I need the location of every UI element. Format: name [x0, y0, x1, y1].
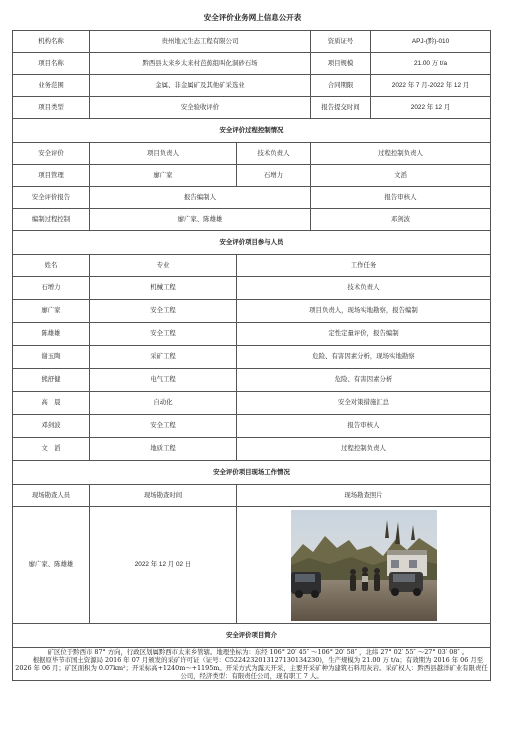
staff-row	[13, 369, 491, 392]
control-row-2	[13, 165, 491, 187]
type-row	[13, 97, 491, 119]
intro-row	[13, 648, 491, 681]
scope-value: 金属、非金属矿及其他矿采选业	[90, 75, 311, 97]
contract-value: 2022 年 7 月-2022 年 12 月	[371, 75, 491, 97]
control-row-1	[13, 143, 491, 165]
staff-major: 安全工程	[90, 415, 237, 438]
scope-label: 业务范围	[13, 75, 90, 97]
site-photo-cell	[237, 507, 491, 624]
col-major: 专业	[90, 255, 237, 277]
site-header-row	[13, 485, 491, 507]
pm-value: 廖广家	[90, 165, 237, 187]
type-label: 项目类型	[13, 97, 90, 119]
document-title: 安全评价业务网上信息公开表	[203, 13, 302, 22]
site-section-row	[13, 461, 491, 485]
contract-label: 合同期限	[311, 75, 371, 97]
staff-name: 熊舒健	[13, 369, 90, 392]
site-photo-illustration	[291, 510, 437, 621]
mgmt-label: 项目管理	[13, 165, 90, 187]
staff-major: 电气工程	[90, 369, 237, 392]
tech-value: 石增力	[237, 165, 311, 187]
intro-text	[13, 648, 491, 681]
proc-label: 过程控制负责人	[311, 143, 491, 165]
staff-section-title: 安全评价项目参与人员	[13, 231, 491, 255]
staff-major: 安全工程	[90, 300, 237, 323]
site-time-value: 2022 年 12 月 02 日	[90, 507, 237, 624]
site-row	[13, 507, 491, 624]
intro-section-title: 安全评价项目简介	[13, 624, 491, 648]
staff-task: 安全对策措施汇总	[237, 392, 491, 415]
staff-row	[13, 300, 491, 323]
tech-label: 技术负责人	[237, 143, 311, 165]
cert-label: 资质证号	[311, 31, 371, 53]
staff-task: 项目负责人，现场实地勘察，报告编制	[237, 300, 491, 323]
col-site-time: 现场勘查时间	[90, 485, 237, 507]
pm-label: 项目负责人	[90, 143, 237, 165]
review-label: 报告审核人	[311, 187, 491, 209]
project-label: 项目名称	[13, 53, 90, 75]
staff-task: 危险、有害因素分析，现场实地勘察	[237, 346, 491, 369]
col-site-photo: 现场勘查照片	[237, 485, 491, 507]
staff-row	[13, 415, 491, 438]
staff-major: 安全工程	[90, 323, 237, 346]
submit-label: 报告提交时间	[311, 97, 371, 119]
col-site-staff: 现场勘查人员	[13, 485, 90, 507]
staff-task: 技术负责人	[237, 277, 491, 300]
staff-major: 采矿工程	[90, 346, 237, 369]
staff-section-row	[13, 231, 491, 255]
staff-row	[13, 323, 491, 346]
staff-name: 文 滔	[13, 438, 90, 461]
author-value: 廖广家、陈雄雄	[90, 209, 311, 231]
col-name: 姓名	[13, 255, 90, 277]
control-section-title: 安全评价过程控制情况	[13, 119, 491, 143]
cert-value: APJ-(黔)-010	[371, 31, 491, 53]
staff-name: 高 晨	[13, 392, 90, 415]
staff-task: 危险、有害因素分析	[237, 369, 491, 392]
staff-row	[13, 392, 491, 415]
staff-task: 过程控制负责人	[237, 438, 491, 461]
review-value: 邓剑波	[311, 209, 491, 231]
project-row	[13, 53, 491, 75]
site-survey-photo	[291, 510, 437, 621]
author-label: 报告编制人	[90, 187, 311, 209]
site-staff-value: 廖广家、陈雄雄	[13, 507, 90, 624]
staff-row	[13, 438, 491, 461]
staff-task: 定性定量评价，报告编制	[237, 323, 491, 346]
control-row-3	[13, 187, 491, 209]
staff-major: 机械工程	[90, 277, 237, 300]
staff-name: 谢玉陶	[13, 346, 90, 369]
control-row-4	[13, 209, 491, 231]
intro-paragraph-1: 矿区位于黔西市 87° 方向，行政区划属黔西市太来乡管辖。地理坐标为：东经 106° 20′ 45″ ～106° 20′ 58″ ，北纬 27° 02′ 55″ ～27° 03′ 08″ 。	[47, 648, 469, 656]
org-value: 贵州地元生态工程有限公司	[90, 31, 311, 53]
staff-major: 自动化	[90, 392, 237, 415]
disclosure-table	[12, 30, 491, 681]
org-row	[13, 31, 491, 53]
staff-task: 报告审核人	[237, 415, 491, 438]
staff-name: 陈雄雄	[13, 323, 90, 346]
proc-value: 文滔	[311, 165, 491, 187]
control-section-row	[13, 119, 491, 143]
staff-name: 邓剑波	[13, 415, 90, 438]
staff-name: 石增力	[13, 277, 90, 300]
staff-header-row	[13, 255, 491, 277]
project-value: 黔西县太来乡太来村芭蕉组叫化洞砂石场	[90, 53, 311, 75]
intro-section-row	[13, 624, 491, 648]
staff-row	[13, 277, 491, 300]
report-label: 安全评价报告	[13, 187, 90, 209]
org-label: 机构名称	[13, 31, 90, 53]
site-section-title: 安全评价项目现场工作情况	[13, 461, 491, 485]
col-task: 工作任务	[237, 255, 491, 277]
type-value: 安全验收评价	[90, 97, 311, 119]
intro-paragraph-2: 根据原毕节市国土资源局 2016 年 07 月颁发的采矿许可证（证号：C5224232013127130134230)，生产规模为 21.00 万 t/a；有效期为 2016 年 06 月至 2026 年 06 月；矿区面积为 0.07km²；开采标高+1240m～+1195m。开采方式为露天开采，主要开采矿种为建筑石料用灰岩。采矿权人：黔西县越洋矿业有限责任公司，经济类型：有限责任公司，现有职工 7 人。	[15, 656, 488, 680]
scale-label: 项目规模	[311, 53, 371, 75]
scope-row	[13, 75, 491, 97]
staff-row	[13, 346, 491, 369]
staff-name: 廖广家	[13, 300, 90, 323]
staff-major: 地质工程	[90, 438, 237, 461]
scale-value: 21.00 万 t/a	[371, 53, 491, 75]
submit-value: 2022 年 12 月	[371, 97, 491, 119]
eval-label: 安全评价	[13, 143, 90, 165]
proc-ctrl-label: 编制过程控制	[13, 209, 90, 231]
